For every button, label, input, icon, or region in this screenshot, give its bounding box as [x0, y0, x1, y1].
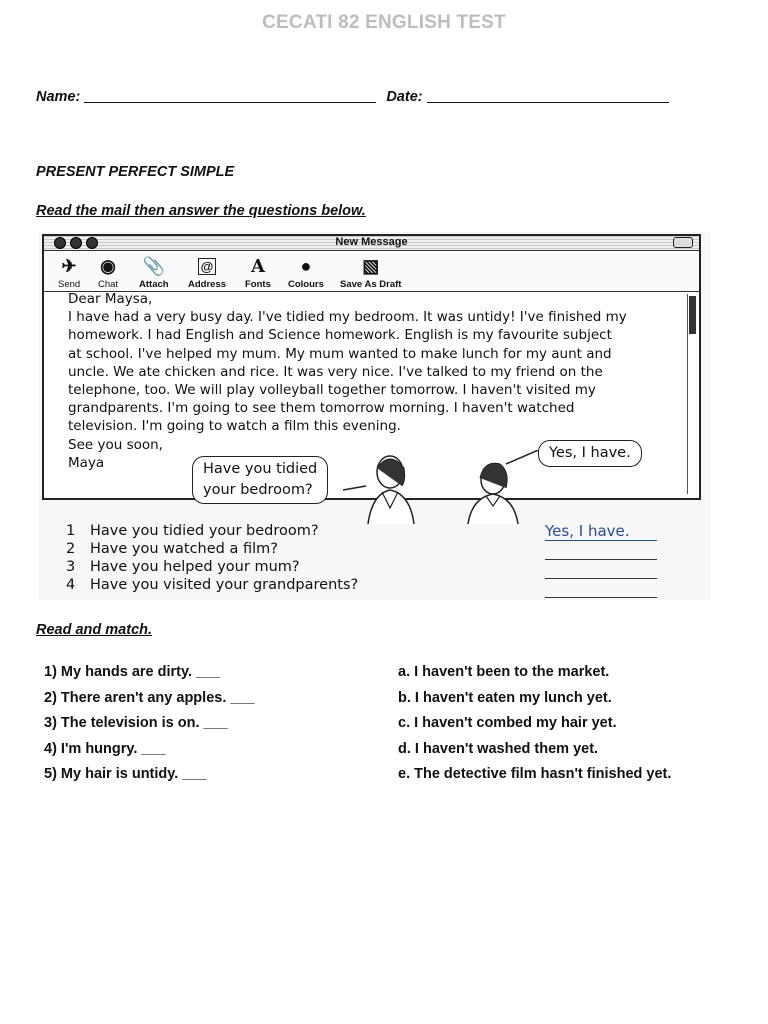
- match-left-item: 4) I'm hungry. ___: [44, 740, 166, 757]
- color-ball-icon: ●: [300, 255, 312, 276]
- email-line: homework. I had English and Science homework. English is my favourite subject: [68, 327, 612, 344]
- speech-bubble-question: Have you tidied your bedroom?: [192, 456, 328, 504]
- question-item: 3 Have you helped your mum?: [66, 559, 300, 575]
- date-blank[interactable]: [427, 88, 669, 103]
- match-left-column: [44, 660, 255, 788]
- name-date-row: [36, 88, 675, 105]
- match-left-item: 5) My hair is untidy. ___: [44, 766, 207, 782]
- save-draft-tool: ▧ Save As Draft: [340, 255, 402, 290]
- email-line: telephone, too. We will play volleyball together tomorrow. I haven't visited my: [68, 382, 596, 399]
- at-sign-icon: @: [188, 255, 226, 277]
- match-right-item: e. The detective film hasn't finished yet.: [398, 766, 672, 782]
- example-answer: Yes, I have.: [545, 522, 657, 541]
- match-right-item: b. I haven't eaten my lunch yet.: [398, 689, 612, 706]
- email-scrollbar: [687, 294, 697, 494]
- people-illustration: [338, 450, 538, 524]
- paperclip-icon: 📎: [142, 255, 165, 276]
- email-closing: See you soon,: [68, 436, 163, 453]
- email-figure: [38, 232, 710, 600]
- email-line: grandparents. I'm going to see them tomorrow morning. I haven't watched: [68, 400, 575, 417]
- email-line: at school. I've helped my mum. My mum wanted to make lunch for my aunt and: [68, 345, 612, 362]
- instruction-read-match: Read and match.: [36, 622, 153, 638]
- window-titlebar: [44, 236, 699, 251]
- question-item: 1 Have you tidied your bedroom?: [66, 523, 319, 539]
- draft-icon: ▧: [362, 255, 380, 276]
- email-toolbar: [44, 251, 699, 292]
- chat-icon: ◉: [100, 255, 116, 276]
- match-right-column: [398, 660, 671, 788]
- chat-tool: ◉ Chat: [98, 255, 119, 290]
- window-toggle-icon: [673, 237, 693, 248]
- paper-plane-icon: ✈: [61, 255, 77, 276]
- font-a-icon: A: [250, 255, 265, 277]
- question-item: 4 Have you visited your grandparents?: [66, 577, 359, 593]
- match-right-item: d. I haven't washed them yet.: [398, 740, 599, 757]
- match-right-item: a. I haven't been to the market.: [398, 664, 610, 680]
- date-label: Date:: [386, 89, 423, 105]
- match-left-item: 3) The television is on. ___: [44, 715, 228, 731]
- attach-tool: 📎 Attach: [139, 255, 169, 290]
- email-line: television. I'm going to watch a film this evening.: [68, 418, 401, 435]
- section-title: PRESENT PERFECT SIMPLE: [36, 164, 235, 180]
- instruction-read-mail: Read the mail then answer the questions below.: [36, 203, 366, 219]
- question-item: 2 Have you watched a film?: [66, 541, 278, 557]
- match-right-item: c. I haven't combed my hair yet.: [398, 715, 617, 731]
- email-greeting: Dear Maysa,: [68, 291, 153, 307]
- answer-blank[interactable]: [545, 560, 657, 579]
- email-line: I have had a very busy day. I've tidied my bedroom. It was untidy! I've finished my: [68, 309, 627, 326]
- colours-tool: ● Colours: [288, 255, 324, 290]
- email-signature: Maya: [68, 454, 105, 471]
- answer-lines: [545, 522, 657, 598]
- send-tool: ✈ Send: [58, 255, 81, 290]
- answer-blank[interactable]: [545, 541, 657, 560]
- email-line: uncle. We ate chicken and rice. It was very nice. I've talked to my friend on the: [68, 363, 603, 380]
- match-left-item: 2) There aren't any apples. ___: [44, 689, 255, 706]
- answer-blank[interactable]: [545, 579, 657, 598]
- name-blank[interactable]: [84, 88, 376, 103]
- speech-bubble-answer: Yes, I have.: [538, 440, 642, 467]
- address-tool: @ Address: [188, 255, 226, 290]
- page-title: CECATI 82 ENGLISH TEST: [262, 12, 506, 33]
- name-label: Name:: [36, 89, 81, 105]
- match-left-item: 1) My hands are dirty. ___: [44, 664, 221, 680]
- fonts-tool: A Fonts: [245, 255, 271, 290]
- questions-list: [66, 522, 358, 594]
- window-title: New Message: [335, 236, 408, 248]
